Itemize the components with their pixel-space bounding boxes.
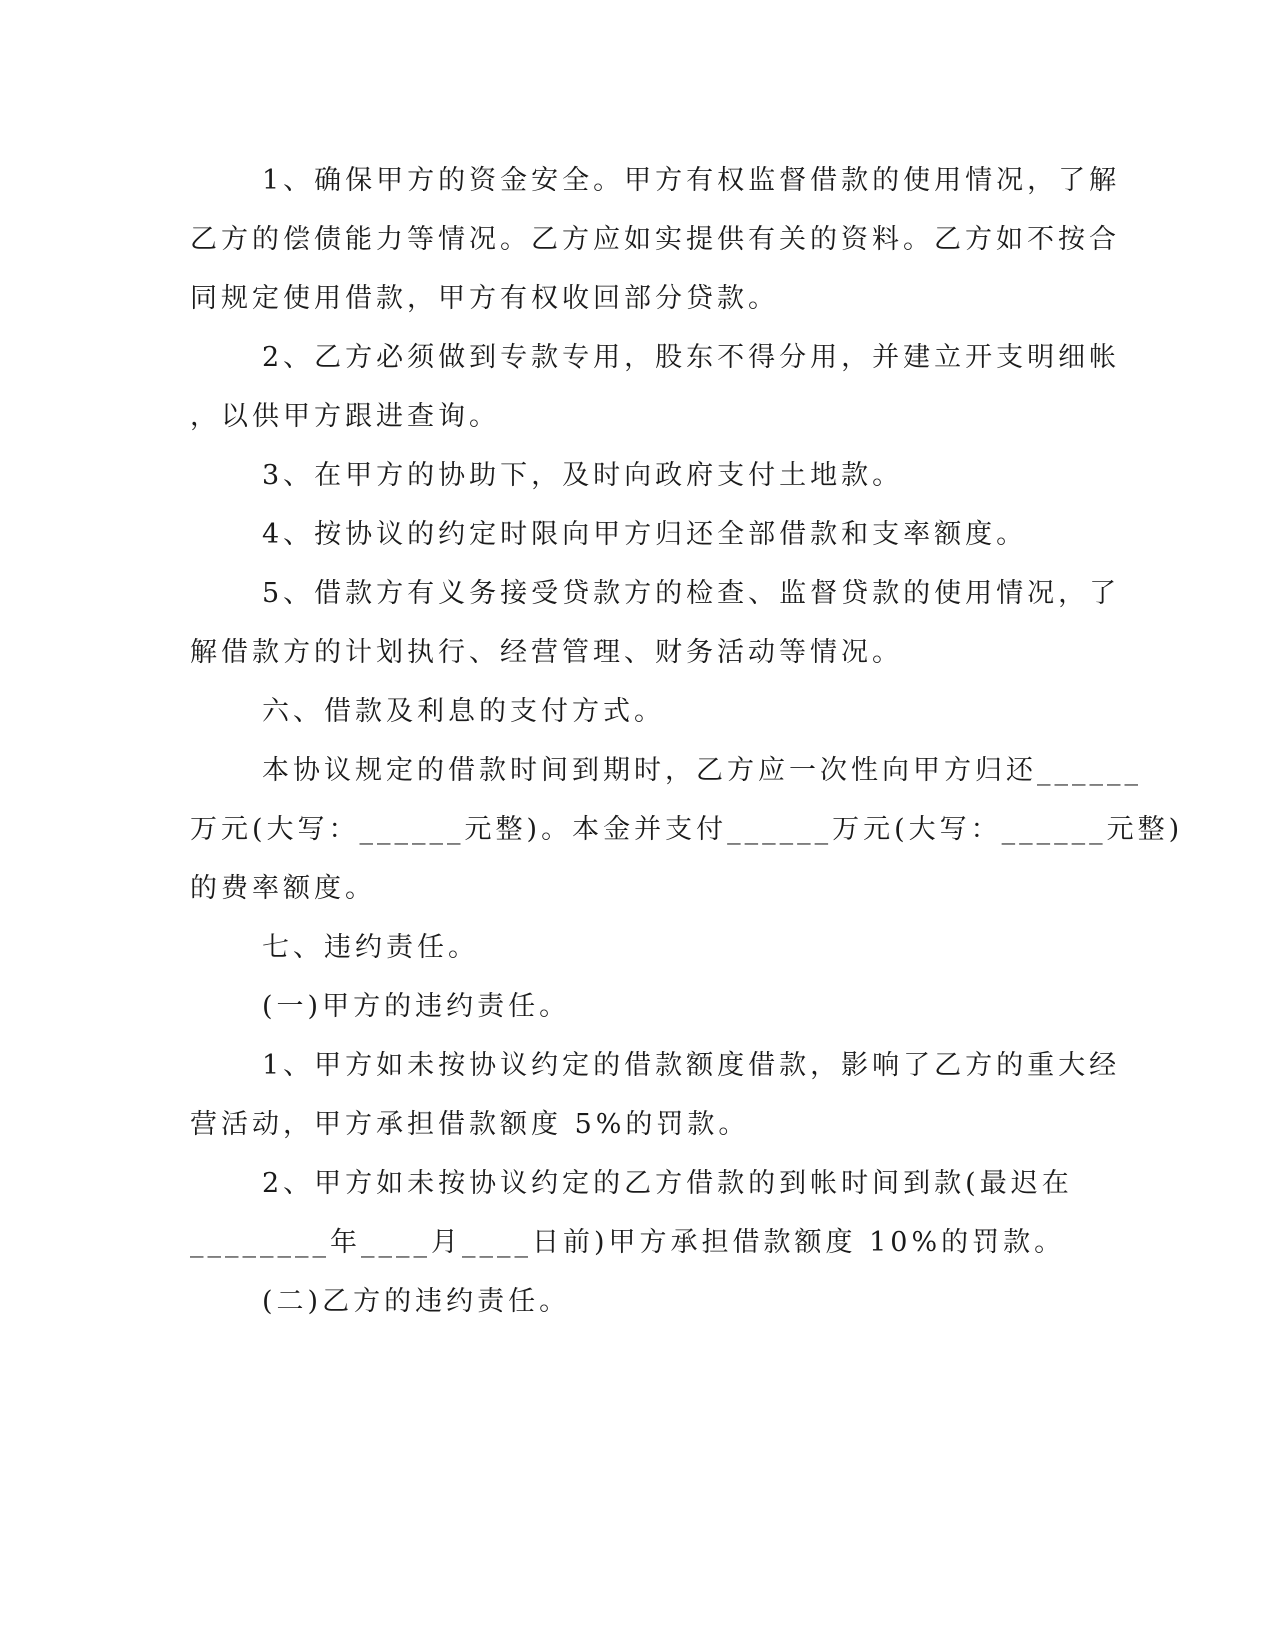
subsection-heading: (一)甲方的违约责任。: [262, 991, 571, 1022]
text-line: 3、在甲方的协助下，及时向政府支付土地款。: [262, 460, 904, 491]
text-line: 同规定使用借款，甲方有权收回部分贷款。: [190, 283, 779, 314]
text-line: 5、借款方有义务接受贷款方的检查、监督贷款的使用情况，了: [262, 578, 1121, 609]
subsection-heading: (二)乙方的违约责任。: [262, 1286, 571, 1317]
section-heading: 七、违约责任。: [262, 932, 479, 963]
text-line: 万元(大写：______元整)。本金并支付______万元(大写：______元整): [190, 814, 1184, 845]
text-line: 2、乙方必须做到专款专用，股东不得分用，并建立开支明细帐: [262, 342, 1121, 373]
text-line: 1、确保甲方的资金安全。甲方有权监督借款的使用情况，了解: [262, 165, 1121, 196]
text-line: 乙方的偿债能力等情况。乙方应如实提供有关的资料。乙方如不按合: [190, 224, 1120, 255]
text-line: 4、按协议的约定时限向甲方归还全部借款和支率额度。: [262, 519, 1028, 550]
section-heading: 六、借款及利息的支付方式。: [262, 696, 665, 727]
text-line: ________年____月____日前)甲方承担借款额度 10%的罚款。: [190, 1227, 1066, 1258]
text-line: 1、甲方如未按协议约定的借款额度借款，影响了乙方的重大经: [262, 1050, 1121, 1081]
text-line: 解借款方的计划执行、经营管理、财务活动等情况。: [190, 637, 903, 668]
text-line: 营活动，甲方承担借款额度 5%的罚款。: [190, 1109, 750, 1140]
text-line: 本协议规定的借款时间到期时，乙方应一次性向甲方归还______: [262, 755, 1142, 786]
text-line: ，以供甲方跟进查询。: [190, 401, 500, 432]
text-line: 的费率额度。: [190, 873, 376, 904]
text-line: 2、甲方如未按协议约定的乙方借款的到帐时间到款(最迟在: [262, 1168, 1073, 1199]
